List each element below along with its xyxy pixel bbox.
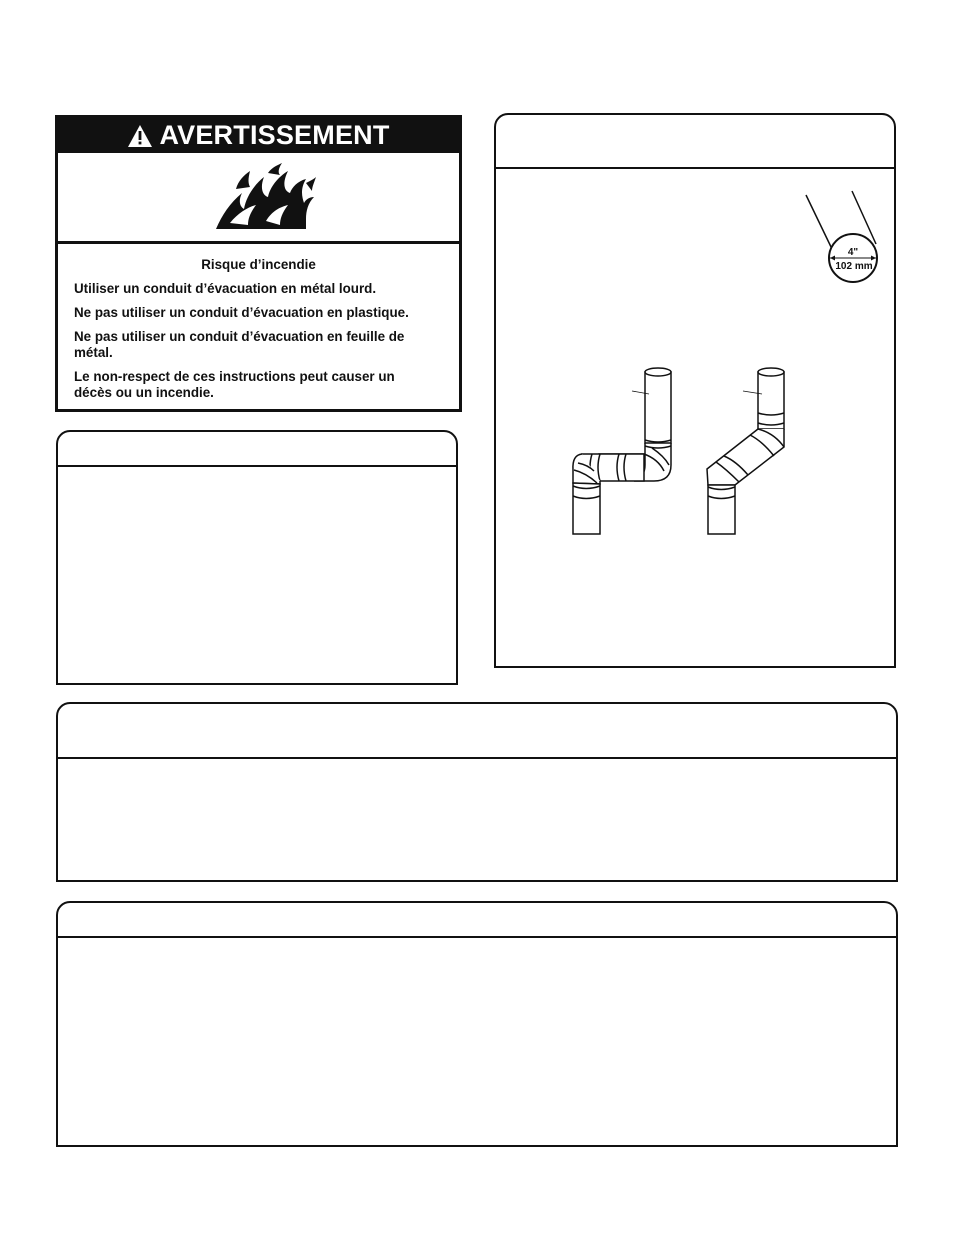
fire-icon xyxy=(208,163,318,233)
middle-wide-panel xyxy=(56,702,898,882)
panel-header-divider xyxy=(58,465,456,467)
warning-line: Utiliser un conduit d’évacuation en métal lourd. xyxy=(74,281,377,296)
warning-triangle-icon xyxy=(127,124,153,148)
warning-icon-area xyxy=(58,153,459,244)
diameter-mm-label: 102 mm xyxy=(835,261,873,272)
warning-title: AVERTISSEMENT xyxy=(159,120,390,150)
panel-header-divider xyxy=(58,757,896,759)
warning-text xyxy=(74,257,443,409)
warning-line: Ne pas utiliser un conduit d’évacuation en plastique. xyxy=(74,305,409,320)
left-info-panel xyxy=(56,430,458,685)
diameter-inches-label: 4" xyxy=(847,247,859,258)
vent-diagram xyxy=(494,113,896,668)
bottom-wide-panel xyxy=(56,901,898,1147)
warning-header xyxy=(58,118,459,153)
hazard-title: Risque d’incendie xyxy=(201,257,316,272)
offset-duct-45 xyxy=(707,368,784,534)
panel-header-divider xyxy=(58,936,896,938)
warning-line: Ne pas utiliser un conduit d’évacuation en feuille de métal. xyxy=(74,329,405,360)
warning-line: Le non-respect de ces instructions peut causer un décès ou un incendie. xyxy=(74,369,395,400)
elbow-duct-90 xyxy=(573,368,671,534)
warning-box xyxy=(55,115,462,412)
